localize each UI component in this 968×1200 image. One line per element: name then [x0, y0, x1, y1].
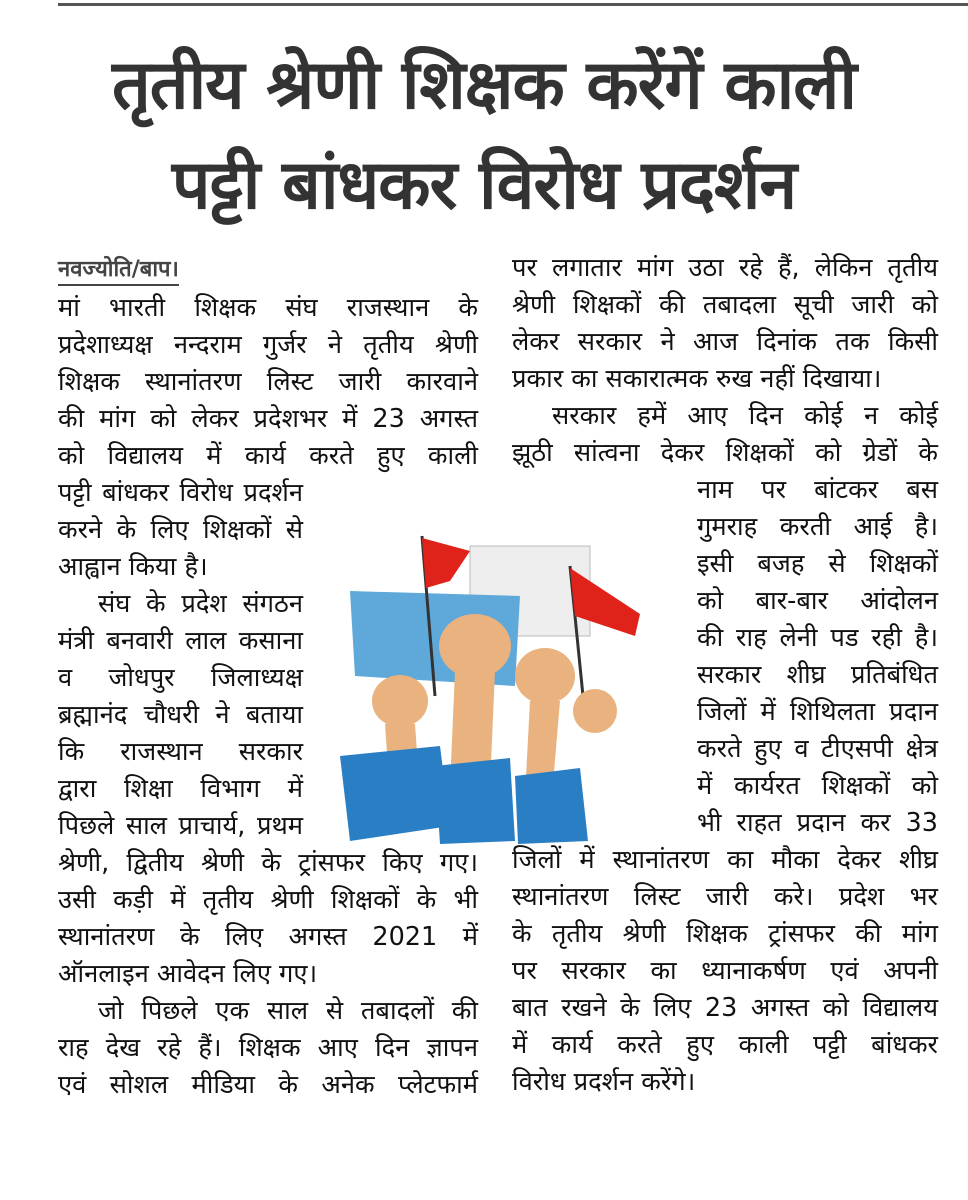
col1-line: उसी कड़ी में तृतीय श्रेणी शिक्षकों के भी [58, 885, 478, 915]
col1-line: प्रदेशाध्यक्ष नन्दराम गुर्जर ने तृतीय श्रेणी [58, 330, 478, 360]
headline-line-1: तृतीय श्रेणी शिक्षक करेंगें काली [112, 46, 856, 125]
fist [515, 648, 575, 704]
col2-line: सरकार शीघ्र प्रतिबंधित [697, 660, 938, 690]
col1-line: ब्रह्मानंद चौधरी ने बताया [58, 700, 303, 730]
col1-line: एवं सोशल मीडिया के अनेक प्लेटफार्म [58, 1070, 478, 1100]
blue-sleeve [435, 758, 515, 844]
col2-line: पर लगातार मांग उठा रहे हैं, लेकिन तृतीय [512, 253, 938, 283]
col1-line: शिक्षक स्थानांतरण लिस्ट जारी कारवाने [58, 367, 478, 397]
col1-line: ऑनलाइन आवेदन लिए गए। [58, 959, 318, 989]
col1-line: कि राजस्थान सरकार [58, 737, 303, 767]
col2-line: में कार्यरत शिक्षकों को [697, 771, 938, 801]
col2-line: श्रेणी शिक्षकों की तबादला सूची जारी को [512, 290, 938, 320]
col2-line: इसी बजह से शिक्षकों [697, 549, 938, 579]
blue-sleeve [340, 746, 450, 841]
col2-line: प्रकार का सकारात्मक रुख नहीं दिखाया। [512, 364, 882, 394]
protest-fists-illustration [330, 496, 660, 846]
col2-line: जिलों में शिथिलता प्रदान [697, 697, 938, 727]
col2-line: झूठी सांत्वना देकर शिक्षकों को ग्रेडों के [512, 438, 938, 468]
headline [20, 36, 948, 236]
col2-line: लेकर सरकार ने आज दिनांक तक किसी [512, 327, 938, 357]
col1-line: की मांग को लेकर प्रदेशभर में 23 अगस्त [58, 404, 478, 434]
col1-line: संघ के प्रदेश संगठन [98, 589, 303, 619]
top-rule [58, 3, 968, 6]
col1-line: मां भारती शिक्षक संघ राजस्थान के [58, 293, 478, 323]
col2-line: गुमराह करती आई है। [697, 512, 938, 542]
col2-line: विरोध प्रदर्शन करेंगे। [512, 1067, 696, 1097]
col2-line: सरकार हमें आए दिन कोई न कोई [552, 401, 938, 431]
col2-line: पर सरकार का ध्यानाकर्षण एवं अपनी [512, 956, 938, 986]
col1-line: पिछले साल प्राचार्य, प्रथम [58, 811, 303, 841]
col1-line: पट्टी बांधकर विरोध प्रदर्शन [58, 478, 303, 508]
col2-line: नाम पर बांटकर बस [697, 475, 938, 505]
col2-line: के तृतीय श्रेणी शिक्षक ट्रांसफर की मांग [512, 919, 938, 949]
dateline: नवज्योति/बाप। [58, 256, 179, 286]
col2-line: में कार्य करते हुए काली पट्टी बांधकर [512, 1030, 938, 1060]
col2-line: स्थानांतरण लिस्ट जारी करे। प्रदेश भर [512, 882, 938, 912]
col2-line: बात रखने के लिए 23 अगस्त को विद्यालय [512, 993, 938, 1023]
fist [439, 614, 511, 678]
col2-line: जिलों में स्थानांतरण का मौका देकर शीघ्र [512, 845, 938, 875]
headline-line-2: पट्टी बांधकर विरोध प्रदर्शन [171, 146, 797, 225]
blue-sleeve [515, 768, 588, 844]
col2-line: भी राहत प्रदान कर 33 [697, 808, 938, 838]
col1-line: श्रेणी, द्वितीय श्रेणी के ट्रांसफर किए गए। [58, 848, 478, 878]
col1-line: करने के लिए शिक्षकों से [58, 515, 303, 545]
col1-line: राह देख रहे हैं। शिक्षक आए दिन ज्ञापन [58, 1033, 478, 1063]
col1-line: स्थानांतरण के लिए अगस्त 2021 में [58, 922, 478, 952]
col2-line: करते हुए व टीएसपी क्षेत्र [697, 734, 938, 764]
col1-line: मंत्री बनवारी लाल कसाना [58, 626, 303, 656]
fist [573, 689, 617, 733]
col1-line: जो पिछले एक साल से तबादलों की [98, 996, 478, 1026]
fist [372, 675, 428, 727]
col1-line: को विद्यालय में कार्य करते हुए काली [58, 441, 478, 471]
col1-line: द्वारा शिक्षा विभाग में [58, 774, 303, 804]
col1-line: आह्वान किया है। [58, 552, 208, 582]
red-flag-left [422, 538, 470, 588]
col2-line: को बार-बार आंदोलन [697, 586, 938, 616]
col2-line: की राह लेनी पड रही है। [697, 623, 938, 653]
col1-line: व जोधपुर जिलाध्यक्ष [58, 663, 303, 693]
